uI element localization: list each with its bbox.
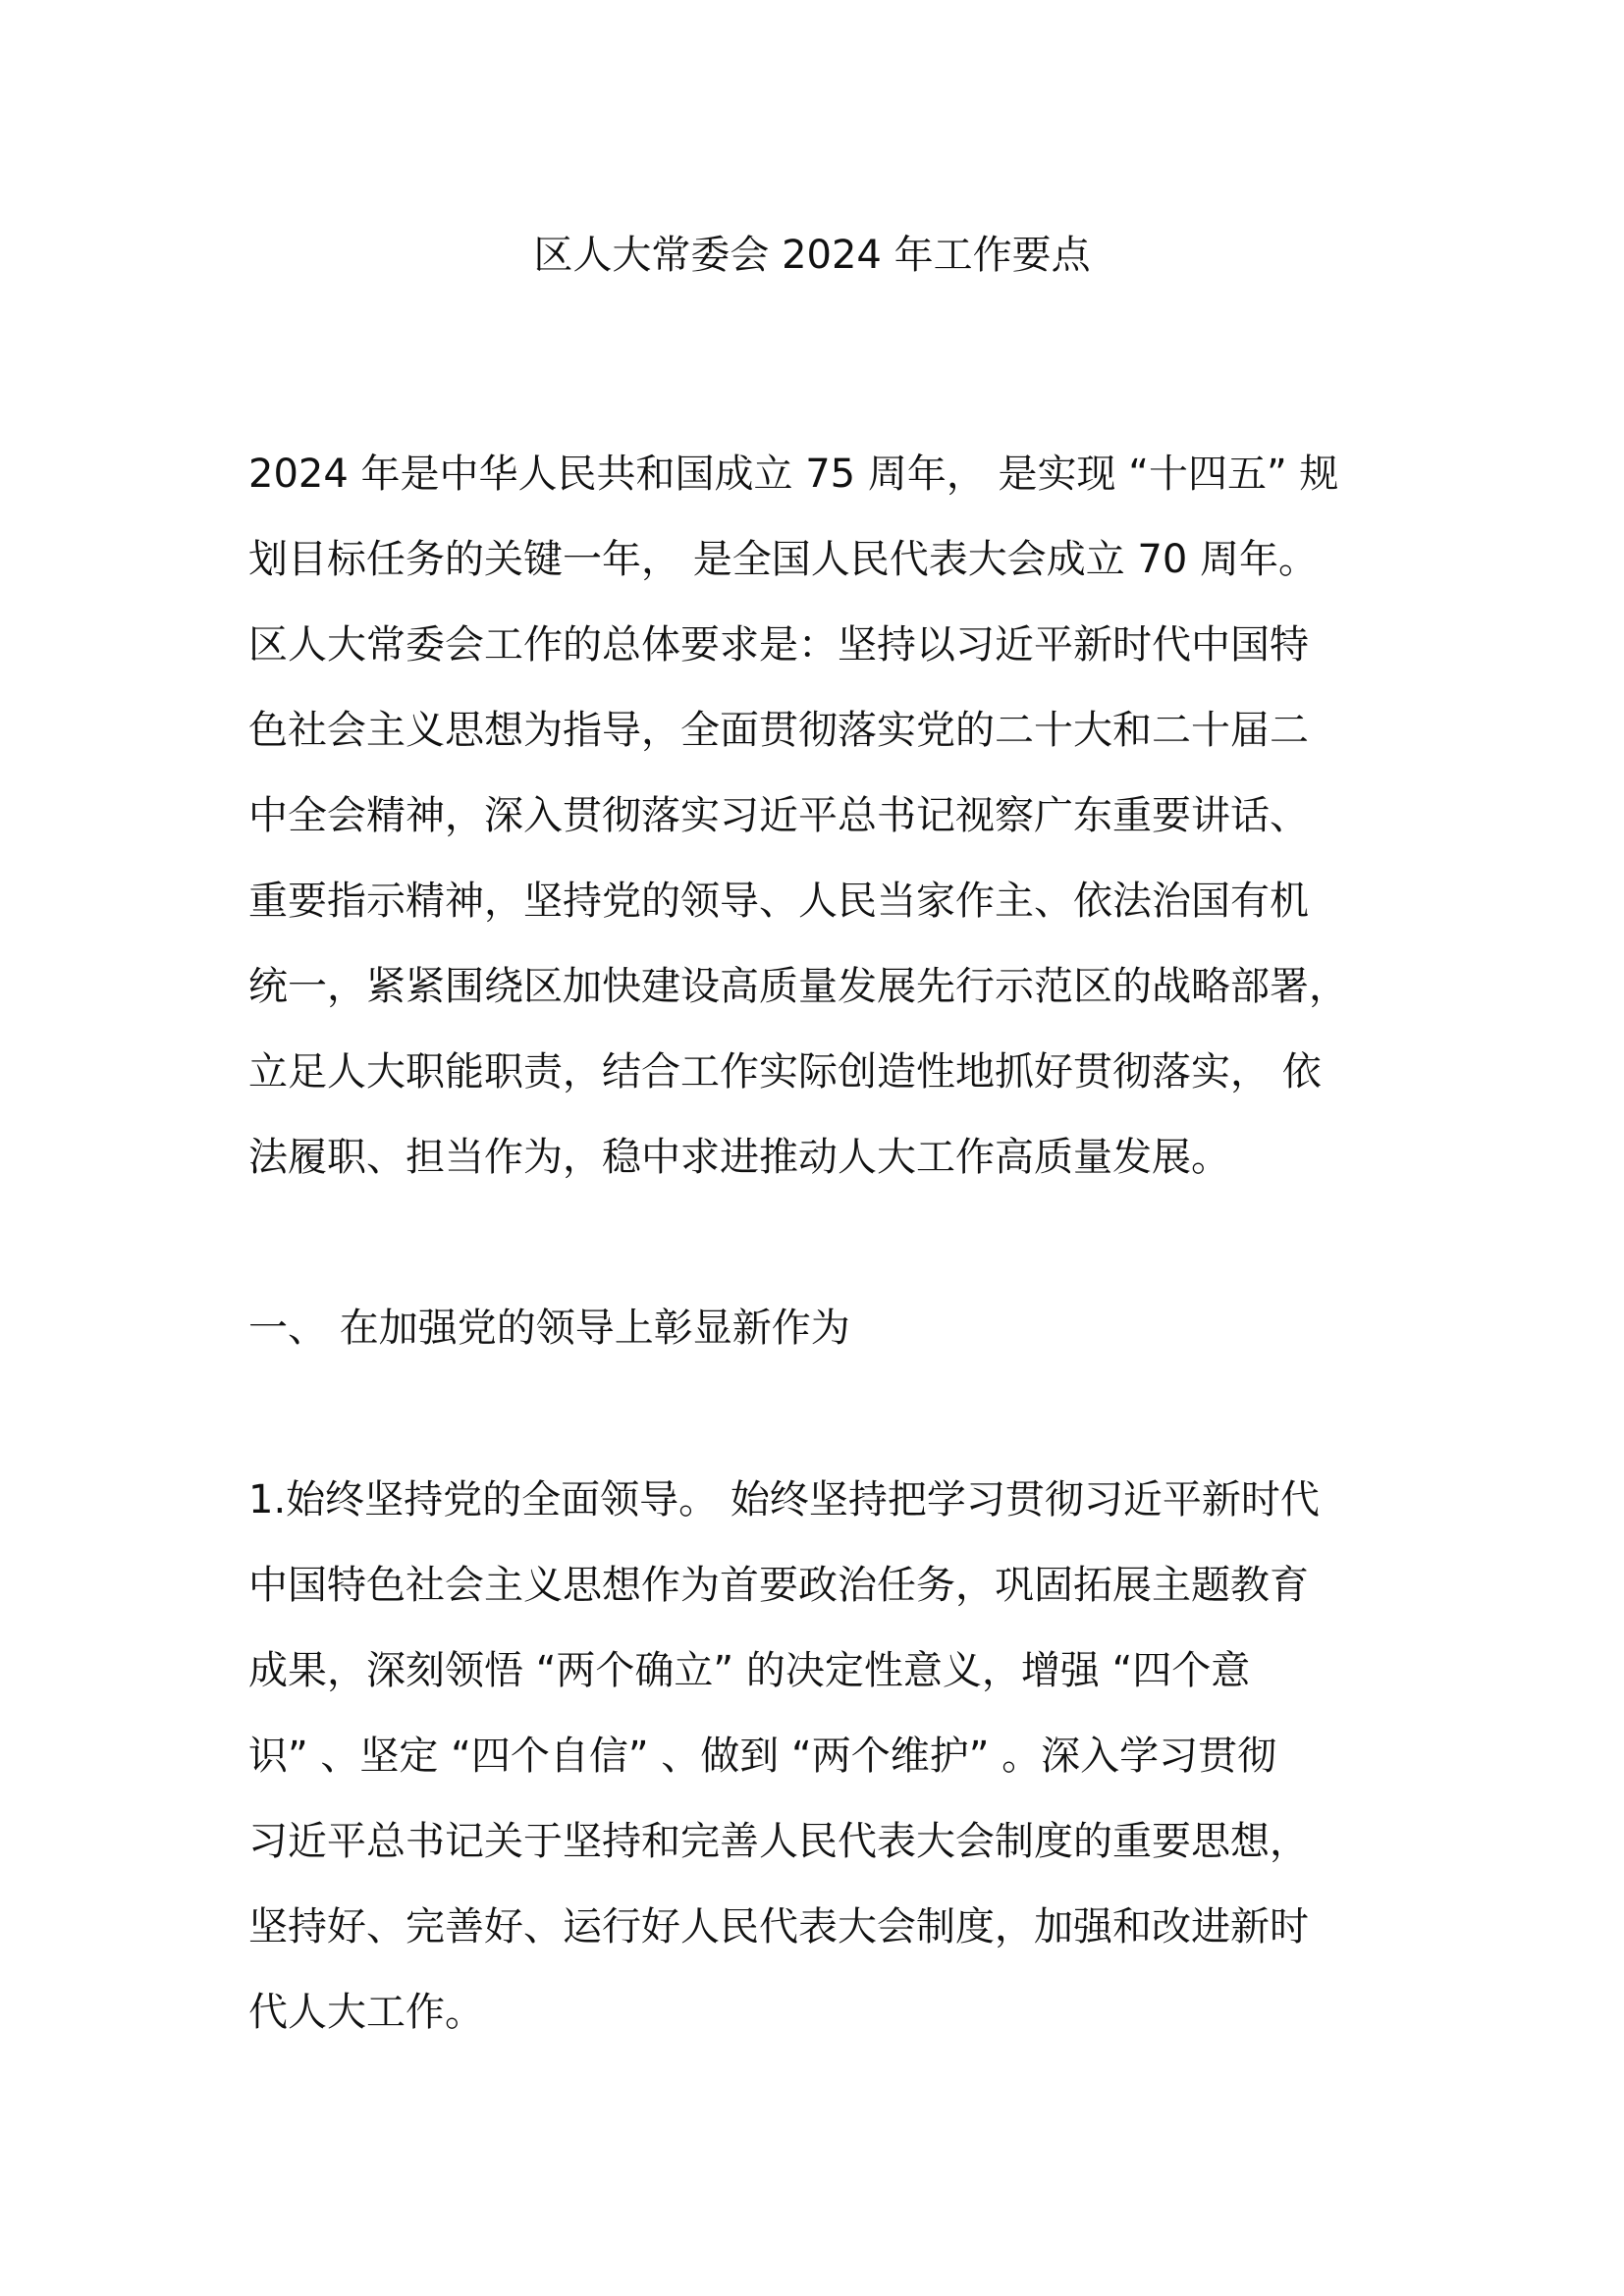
paragraph-line: 成果，深刻领悟 “两个确立” 的决定性意义，增强 “四个意 (248, 1648, 1251, 1693)
paragraph-line: 划目标任务的关键一年， 是全国人民代表大会成立 70 周年。 (248, 537, 1319, 582)
paragraph-line: 重要指示精神，坚持党的领导、人民当家作主、依法治国有机 (248, 879, 1309, 924)
section-heading-text: 一、 在加强党的领导上彰显新作为 (248, 1306, 850, 1351)
paragraph-line: 中全会精神，深入贯彻落实习近平总书记视察广东重要讲话、 (248, 793, 1309, 838)
intro-paragraph (248, 432, 1387, 1201)
section-heading (248, 1286, 1387, 1371)
paragraph-line: 色社会主义思想为指导，全面贯彻落实党的二十大和二十届二 (248, 708, 1309, 753)
paragraph-line: 2024 年是中华人民共和国成立 75 周年， 是实现 “十四五” 规 (248, 452, 1339, 497)
document-title: 区人大常委会 2024 年工作要点 (533, 233, 1091, 278)
paragraph-line: 中国特色社会主义思想作为首要政治任务，巩固拓展主题教育 (248, 1563, 1309, 1608)
paragraph-line: 代人大工作。 (248, 1990, 484, 2035)
paragraph-line: 法履职、担当作为，稳中求进推动人大工作高质量发展。 (248, 1135, 1230, 1180)
paragraph-line: 坚持好、完善好、运行好人民代表大会制度，加强和改进新时 (248, 1904, 1309, 1949)
paragraph-line: 区人大常委会工作的总体要求是：坚持以习近平新时代中国特 (248, 622, 1309, 667)
paragraph-line: 习近平总书记关于坚持和完善人民代表大会制度的重要思想， (248, 1819, 1309, 1864)
item-1-paragraph (248, 1458, 1387, 2056)
paragraph-line: 统一，紧紧围绕区加快建设高质量发展先行示范区的战略部署， (248, 964, 1348, 1009)
paragraph-line: 1.始终坚持党的全面领导。 始终坚持把学习贯彻习近平新时代 (248, 1477, 1320, 1522)
paragraph-line: 识” 、坚定 “四个自信” 、做到 “两个维护” 。深入学习贯彻 (248, 1734, 1277, 1779)
paragraph-line: 立足人大职能职责，结合工作实际创造性地抓好贯彻落实， 依 (248, 1049, 1322, 1095)
